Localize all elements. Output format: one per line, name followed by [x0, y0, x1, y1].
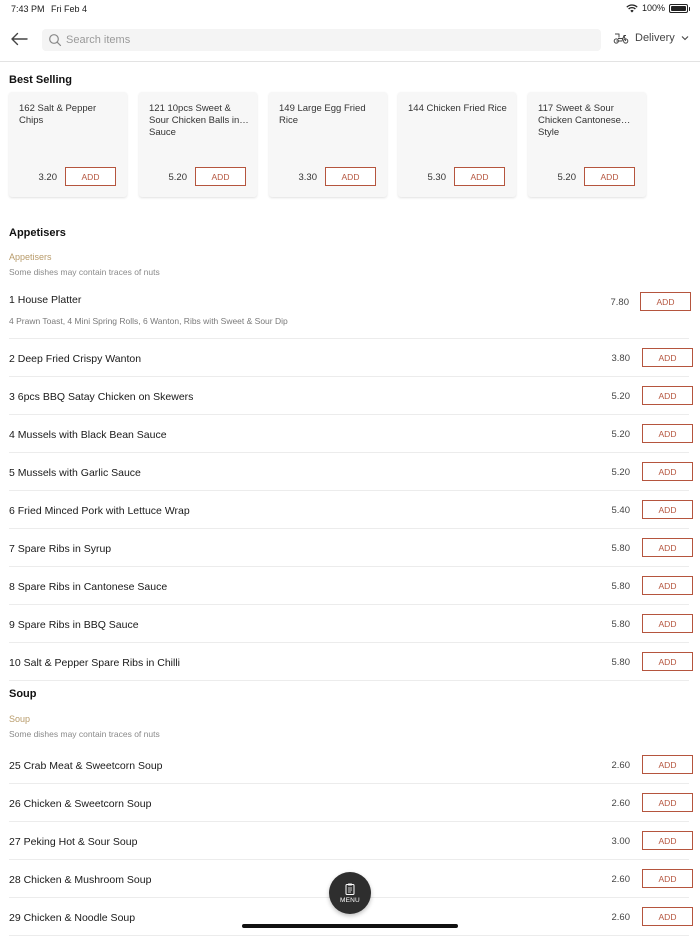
menu-item-price: 5.20: [611, 391, 630, 402]
menu-item-price: 7.80: [610, 297, 629, 308]
add-button[interactable]: ADD: [642, 348, 693, 367]
add-button[interactable]: ADD: [325, 167, 376, 186]
menu-button-label: MENU: [340, 896, 360, 904]
menu-item-row[interactable]: [9, 453, 689, 491]
status-indicators: [626, 3, 688, 13]
add-button[interactable]: ADD: [454, 167, 505, 186]
add-button[interactable]: ADD: [642, 576, 693, 595]
add-button[interactable]: ADD: [65, 167, 116, 186]
best-selling-name: 162 Salt & Pepper Chips: [19, 103, 97, 126]
menu-item-name: 9 Spare Ribs in BBQ Sauce: [9, 619, 139, 631]
back-button[interactable]: [10, 32, 32, 48]
category-note: Some dishes may contain traces of nuts: [9, 267, 160, 277]
battery-percent: 100%: [641, 3, 665, 13]
menu-item-row[interactable]: [9, 415, 689, 453]
status-bar: [0, 0, 700, 18]
menu-item-name: 1 House Platter: [9, 294, 82, 306]
menu-item-price: 5.80: [611, 619, 630, 630]
menu-item-price: 5.20: [611, 467, 630, 478]
category-title: Soup: [9, 688, 37, 700]
menu-item-row[interactable]: [9, 377, 689, 415]
menu-item-row[interactable]: [9, 529, 689, 567]
add-button[interactable]: ADD: [642, 462, 693, 481]
best-selling-title: Best Selling: [9, 74, 72, 86]
menu-item-price: 5.80: [611, 657, 630, 668]
menu-item-name: 25 Crab Meat & Sweetcorn Soup: [9, 760, 163, 772]
menu-item-name: 27 Peking Hot & Sour Soup: [9, 836, 138, 848]
menu-item-row[interactable]: [9, 567, 689, 605]
menu-item-row[interactable]: [9, 605, 689, 643]
add-button[interactable]: ADD: [642, 755, 693, 774]
menu-item-price: 5.20: [611, 429, 630, 440]
menu-item-description: 4 Prawn Toast, 4 Mini Spring Rolls, 6 Wanton, Ribs with Sweet & Sour Dip: [9, 316, 288, 326]
add-button[interactable]: ADD: [642, 424, 693, 443]
menu-item-name: 26 Chicken & Sweetcorn Soup: [9, 798, 152, 810]
search-icon: [48, 33, 62, 47]
add-button[interactable]: ADD: [642, 538, 693, 557]
menu-item-name: 4 Mussels with Black Bean Sauce: [9, 429, 167, 441]
menu-item-price: 2.60: [611, 798, 630, 809]
menu-item-row[interactable]: [9, 746, 689, 784]
menu-item-name: 2 Deep Fried Crispy Wanton: [9, 353, 142, 365]
add-button[interactable]: ADD: [642, 614, 693, 633]
best-selling-price: 3.30: [298, 172, 317, 183]
menu-button[interactable]: [329, 872, 371, 914]
menu-item-price: 5.80: [611, 581, 630, 592]
search-box[interactable]: [42, 29, 601, 51]
menu-item-row[interactable]: [9, 643, 689, 681]
menu-item-name: 3 6pcs BBQ Satay Chicken on Skewers: [9, 391, 194, 403]
best-selling-name: 144 Chicken Fried Rice: [408, 103, 507, 114]
menu-item-row[interactable]: [9, 491, 689, 529]
battery-icon: [669, 4, 688, 13]
best-selling-price: 5.20: [557, 172, 576, 183]
menu-item-name: 7 Spare Ribs in Syrup: [9, 543, 112, 555]
best-selling-card[interactable]: [139, 92, 257, 197]
add-button[interactable]: ADD: [642, 907, 693, 926]
menu-item-price: 2.60: [611, 874, 630, 885]
menu-item-name: 5 Mussels with Garlic Sauce: [9, 467, 141, 479]
best-selling-price: 5.30: [427, 172, 446, 183]
scooter-icon: [613, 32, 629, 44]
menu-item-name: 8 Spare Ribs in Cantonese Sauce: [9, 581, 168, 593]
best-selling-card[interactable]: [398, 92, 516, 197]
header: [0, 26, 700, 62]
delivery-selector[interactable]: [613, 32, 689, 44]
menu-item-name: 28 Chicken & Mushroom Soup: [9, 874, 152, 886]
menu-item-row[interactable]: [9, 784, 689, 822]
menu-item-price: 5.40: [611, 505, 630, 516]
best-selling-price: 5.20: [168, 172, 187, 183]
wifi-icon: [626, 4, 638, 13]
add-button[interactable]: ADD: [642, 500, 693, 519]
add-button[interactable]: ADD: [584, 167, 635, 186]
menu-item-name: 29 Chicken & Noodle Soup: [9, 912, 136, 924]
status-time: 7:43 PM: [11, 4, 45, 14]
category-note: Some dishes may contain traces of nuts: [9, 729, 160, 739]
menu-item-name: 10 Salt & Pepper Spare Ribs in Chilli: [9, 657, 181, 669]
add-button[interactable]: ADD: [642, 869, 693, 888]
status-date: Fri Feb 4: [51, 4, 88, 14]
best-selling-name: 121 10pcs Sweet & Sour Chicken Balls in Sauce: [149, 103, 240, 138]
menu-item-price: 2.60: [611, 912, 630, 923]
category-subtitle: Soup: [9, 714, 31, 724]
best-selling-price: 3.20: [38, 172, 57, 183]
best-selling-card[interactable]: [9, 92, 127, 197]
menu-item-row[interactable]: [9, 822, 689, 860]
category-subtitle: Appetisers: [9, 252, 52, 262]
best-selling-name: 117 Sweet & Sour Chicken Cantonese Style: [538, 103, 621, 138]
best-selling-name: 149 Large Egg Fried Rice: [279, 103, 366, 126]
home-indicator[interactable]: [242, 924, 458, 928]
menu-item-row[interactable]: [9, 282, 689, 339]
menu-clipboard-icon: [345, 883, 355, 895]
delivery-label: Delivery: [635, 32, 675, 44]
chevron-down-icon: [681, 35, 689, 41]
add-button[interactable]: ADD: [642, 386, 693, 405]
battery-level: [671, 6, 686, 11]
menu-item-name: 6 Fried Minced Pork with Lettuce Wrap: [9, 505, 190, 517]
add-button[interactable]: ADD: [642, 831, 693, 850]
best-selling-card[interactable]: [269, 92, 387, 197]
menu-item-price: 2.60: [611, 760, 630, 771]
best-selling-card[interactable]: [528, 92, 646, 197]
add-button[interactable]: ADD: [642, 652, 693, 671]
menu-item-price: 3.00: [611, 836, 630, 847]
menu-item-price: 3.80: [611, 353, 630, 364]
menu-item-row[interactable]: [9, 339, 689, 377]
menu-item-price: 5.80: [611, 543, 630, 554]
category-title: Appetisers: [9, 227, 66, 239]
back-arrow-icon: [10, 32, 28, 46]
add-button[interactable]: ADD: [640, 292, 691, 311]
add-button[interactable]: ADD: [195, 167, 246, 186]
search-input[interactable]: [66, 34, 586, 46]
add-button[interactable]: ADD: [642, 793, 693, 812]
